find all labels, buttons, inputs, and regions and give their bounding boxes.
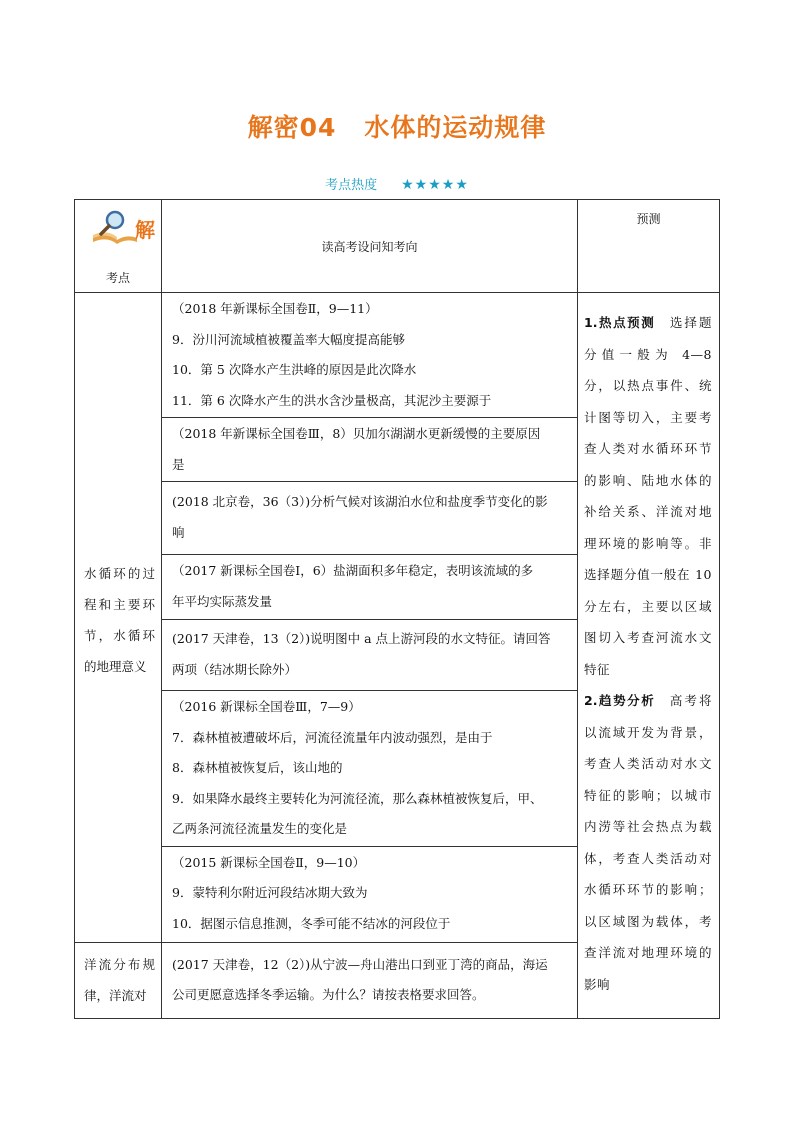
- hotness-line: [0, 174, 794, 193]
- question-group: (2017 天津卷，13（2）)说明图中 a 点上游河段的水文特征。请回答 两项（结冰期长除外）: [162, 620, 578, 691]
- prediction-hot-head: 1.热点预测: [584, 315, 656, 330]
- title-part2: 水体的运动规律: [364, 113, 547, 142]
- question-group: (2018 北京卷，36（3）)分析气候对该湖泊水位和盐度季节变化的影 响: [162, 482, 578, 555]
- header-questions: 读高考设问知考向: [162, 200, 578, 293]
- prediction-cell: [578, 293, 720, 1019]
- question-group: （2018 年新课标全国卷Ⅲ，8）贝加尔湖湖水更新缓慢的主要原因 是: [162, 418, 578, 482]
- exam-table: [74, 199, 720, 1019]
- question-group: （2018 年新课标全国卷Ⅱ，9—11） 9．汾川河流域植被覆盖率大幅度提高能够 10．第 5 次降水产生洪峰的原因是此次降水 11．第 6 次降水产生的洪水含沙量极高，其泥沙主要源于: [162, 293, 578, 418]
- topic-cell: 水循环的过程和主要环节，水循环的地理意义: [75, 293, 162, 943]
- prediction-trend-body: 高考将以流域开发为背景，考查人类活动对水文特征的影响；以城市内涝等社会热点为载体，考查人类活动对水循环环节的影响；以区域图为载体，考查洋流对地理环境的影响: [584, 693, 712, 992]
- hotness-label: 考点热度: [325, 178, 378, 193]
- header-prediction: 预测: [578, 200, 720, 293]
- table-row: [75, 293, 720, 418]
- hotness-stars: ★★★★★: [401, 177, 469, 193]
- prediction-hot-body: 选择题分值一般为 4—8 分，以热点事件、统计图等切入，主要考查人类对水循环环节的影响、陆地水体的补给关系、洋流对地理环境的影响等。非选择题分值一般在 10 分左右，主要以区域图切入考查河流水文特征: [584, 315, 712, 677]
- question-group: （2016 新课标全国卷Ⅲ，7—9） 7．森林植被遭破坏后，河流径流量年内波动强烈，是由于 8．森林植被恢复后，该山地的 9．如果降水最终主要转化为河流径流，那么森林植被恢复后，甲、 乙两条河流径流量发生的变化是: [162, 691, 578, 847]
- magnifier-book-icon: [87, 208, 139, 248]
- question-group: （2015 新课标全国卷Ⅱ，9—10） 9．蒙特利尔附近河段结冰期大致为 10．据图示信息推测，冬季可能不结冰的河段位于: [162, 846, 578, 942]
- header-topic-cell: [75, 200, 162, 293]
- header-topic-label: 考点: [105, 271, 130, 285]
- question-group: (2017 天津卷，12（2）)从宁波—舟山港出口到亚丁湾的商品，海运 公司更愿意选择冬季运输。为什么？请按表格要求回答。: [162, 942, 578, 1018]
- question-group: （2017 新课标全国卷Ⅰ，6）盐湖面积多年稳定，表明该流域的多 年平均实际蒸发量: [162, 555, 578, 620]
- page-title: [0, 108, 794, 144]
- table-header-row: [75, 200, 720, 293]
- header-logo-char: 解: [135, 218, 155, 242]
- topic-cell: 洋流分布规律，洋流对: [75, 942, 162, 1018]
- prediction-trend-head: 2.趋势分析: [584, 693, 656, 708]
- title-part1: 解密04: [247, 113, 337, 142]
